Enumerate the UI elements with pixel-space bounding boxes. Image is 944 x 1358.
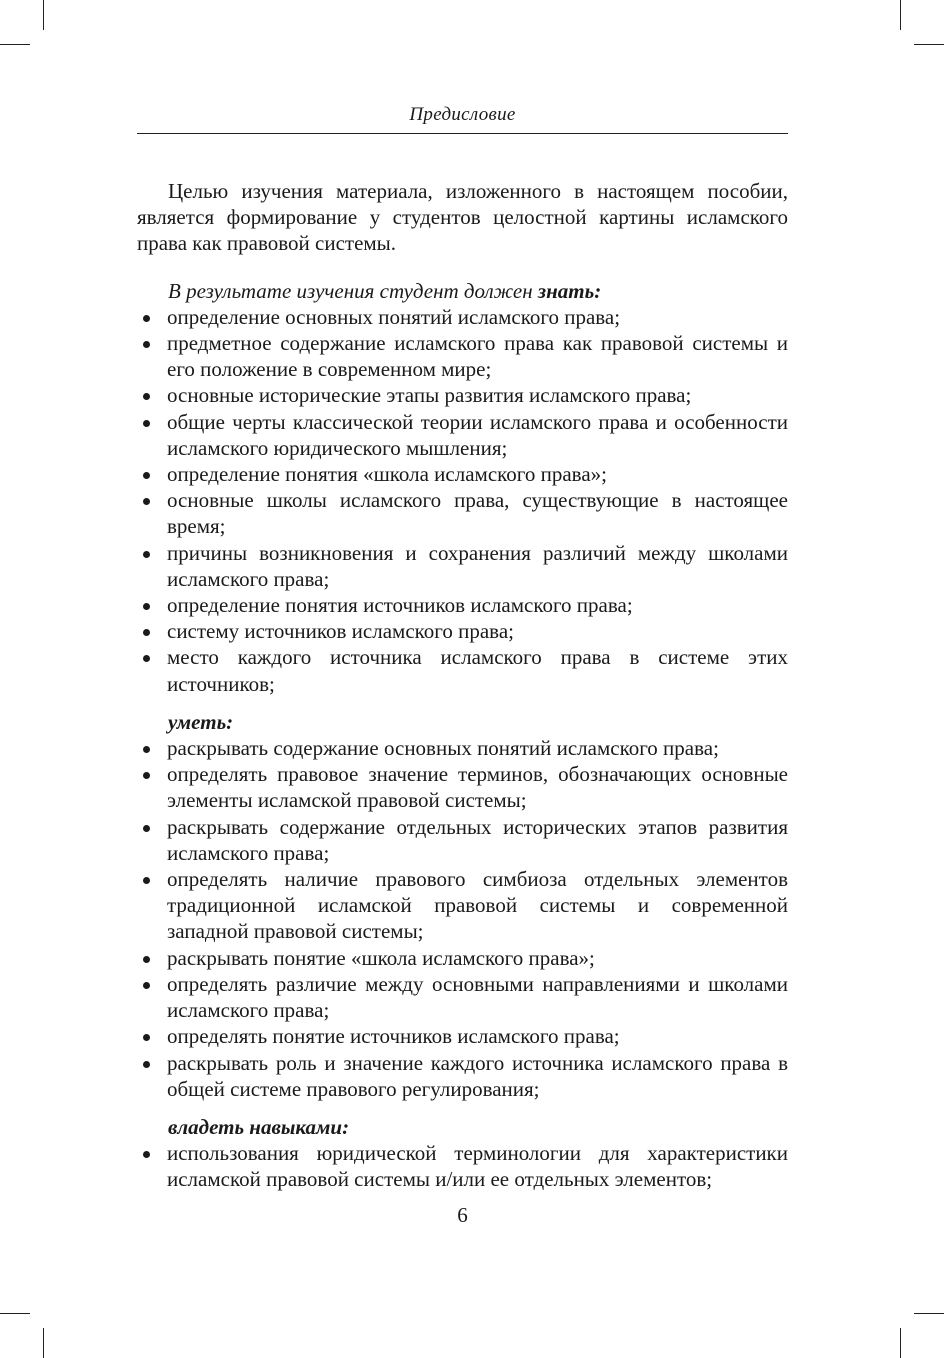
list-item: место каждого источника исламского права в системе этих источников; (137, 644, 788, 696)
list-item: раскрывать роль и значение каждого источника исламского права в общей системе правового регулирования; (137, 1050, 788, 1102)
list-item: предметное содержание исламского права как правовой системы и его положение в современном мире; (137, 330, 788, 382)
crop-mark (43, 1328, 44, 1358)
list-item: определять понятие источников исламского права; (137, 1023, 788, 1049)
header-rule (137, 133, 788, 134)
page-body (137, 157, 788, 1193)
list-item: определять различие между основными направлениями и школами исламского права; (137, 971, 788, 1023)
crop-mark (914, 44, 944, 45)
running-header: Предисловие (409, 104, 516, 125)
crop-mark (900, 0, 901, 30)
page-number: 6 (457, 1203, 468, 1227)
list-item: определение понятия «школа исламского права»; (137, 461, 788, 487)
list-item: систему источников исламского права; (137, 618, 788, 644)
list-item: раскрывать содержание основных понятий исламского права; (137, 735, 788, 761)
crop-mark (0, 1313, 30, 1314)
list-item: основные исторические этапы развития исламского права; (137, 382, 788, 408)
list-item: определение основных понятий исламского права; (137, 304, 788, 330)
know-lead-text: В результате изучения студент должен (168, 278, 538, 303)
intro-paragraph: Целью изучения материала, изложенного в настоящем пособии, является формирование у студентов целостной картины исламского права как правовой системы. (137, 179, 788, 256)
skills-list (168, 1140, 788, 1192)
list-item: определять наличие правового симбиоза отдельных элементов традиционной исламской правовой системы и современной западной правовой системы; (137, 866, 788, 945)
crop-mark (43, 0, 44, 30)
crop-mark (914, 1313, 944, 1314)
able-heading: уметь: (168, 709, 234, 734)
list-item: определение понятия источников исламского права; (137, 592, 788, 618)
list-item: определять правовое значение терминов, обозначающих основные элементы исламской правовой системы; (137, 761, 788, 813)
list-item: общие черты классической теории исламского права и особенности исламского юридического мышления; (137, 409, 788, 461)
list-item: раскрывать содержание отдельных исторических этапов развития исламского права; (137, 814, 788, 866)
list-item: раскрывать понятие «школа исламского права»; (137, 945, 788, 971)
know-list (168, 304, 788, 697)
able-list (168, 735, 788, 1102)
skills-heading: владеть навыками: (168, 1114, 350, 1139)
list-item: причины возникновения и сохранения различий между школами исламского права; (137, 540, 788, 592)
crop-mark (0, 44, 30, 45)
crop-mark (900, 1328, 901, 1358)
know-lead-bold: знать: (537, 278, 602, 303)
list-item: основные школы исламского права, существующие в настоящее время; (137, 487, 788, 539)
know-lead (168, 278, 788, 304)
list-item: использования юридической терминологии для характеристики исламской правовой системы и/или ее отдельных элементов; (137, 1140, 788, 1192)
